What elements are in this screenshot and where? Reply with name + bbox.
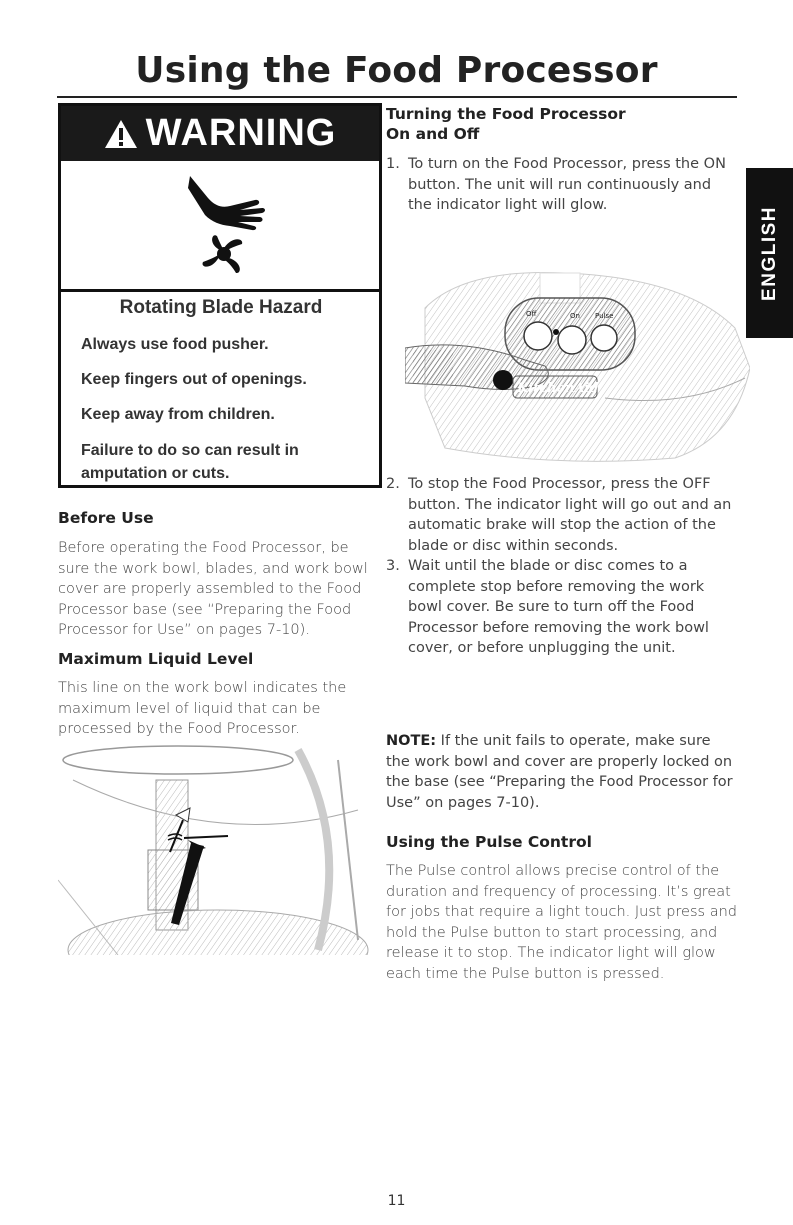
on-label: On <box>570 312 580 320</box>
brand-label: KitchenAid <box>517 381 599 396</box>
hazard-title: Rotating Blade Hazard <box>119 297 323 318</box>
before-use-text: Before operating the Food Processor, be sure the work bowl, blades, and work bowl cover are properly assembled to the Food Processor base (see “Preparing the Food Processor for Use” on pages 7-10). <box>58 540 368 638</box>
pulse-heading: Using the Pulse Control <box>386 833 592 851</box>
language-tab <box>746 168 793 338</box>
pulse-label: Pulse <box>595 312 614 320</box>
max-liquid-heading: Maximum Liquid Level <box>58 650 254 668</box>
before-use-heading: Before Use <box>58 509 154 527</box>
warning-line: Keep away from children. <box>81 406 275 424</box>
warning-pictogram <box>61 161 379 292</box>
off-label: Off <box>526 310 537 318</box>
work-bowl-max-level-photo <box>58 740 383 955</box>
warning-text-area <box>61 289 379 485</box>
page-title: Using the Food Processor <box>135 50 658 91</box>
on-off-step-list-continued <box>386 474 736 659</box>
warning-line: Keep fingers out of openings. <box>81 371 307 389</box>
on-off-step-list <box>386 154 736 216</box>
page-number: 11 <box>387 1193 406 1209</box>
on-off-heading: Turning the Food Processor On and Off <box>386 105 626 143</box>
hand-blade-hazard-icon <box>160 170 280 280</box>
step-item: 1. To turn on the Food Processor, press the ON button. The unit will run continuously and the indicator light will glow. <box>386 156 726 213</box>
control-panel-photo <box>405 268 750 468</box>
warning-header-text: WARNING <box>145 112 337 154</box>
warning-line: Always use food pusher. <box>81 336 269 353</box>
note-label: NOTE: <box>386 733 437 749</box>
language-tab-label: ENGLISH <box>758 205 780 301</box>
step-item: 2. To stop the Food Processor, press the OFF button. The indicator light will go out and an automatic brake will stop the action of the blade or disc within seconds. <box>386 476 732 554</box>
step-item: 3. Wait until the blade or disc comes to a complete stop before removing the work bowl cover. Be sure to turn off the Food Processor before removing the work bowl cover, or before unplugging the unit. <box>386 558 709 656</box>
pulse-text: The Pulse control allows precise control of the duration and frequency of processing. It’s great for jobs that require a light touch. Just press and hold the Pulse button to start processing, and release it to stop. The indicator light will glow each time the Pulse button is pressed. <box>386 863 737 982</box>
warning-triangle-icon <box>104 119 138 149</box>
title-divider <box>57 96 737 98</box>
warning-box <box>58 103 382 488</box>
warning-line: Failure to do so can result in amputation or cuts. <box>81 441 299 482</box>
note-paragraph: NOTE: If the unit fails to operate, make sure the work bowl and cover are properly locked on the base (see “Preparing the Food Processor for Use” on pages 7-10). <box>386 733 733 811</box>
max-liquid-text: This line on the work bowl indicates the maximum level of liquid that can be processed by the Food Processor. <box>58 680 347 737</box>
warning-header <box>61 106 379 161</box>
